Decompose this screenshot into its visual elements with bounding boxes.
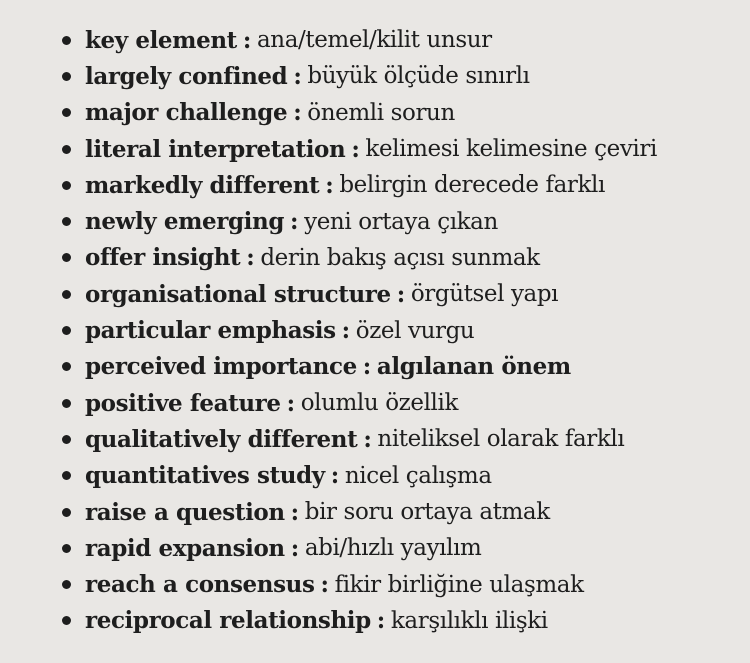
vocab-entry-6	[62, 203, 742, 239]
meaning: karşılıklı ilişki	[390, 607, 548, 634]
vocabulary-list	[62, 22, 742, 639]
bullet-icon	[62, 471, 71, 480]
term: rapid expansion	[85, 534, 285, 562]
bullet-icon	[62, 399, 71, 408]
separator: :	[293, 62, 302, 90]
bullet-icon	[62, 217, 71, 226]
term: quantitatives study	[85, 462, 325, 490]
term: reach a consensus	[85, 571, 315, 599]
vocab-entry-17	[62, 603, 742, 639]
separator: :	[362, 353, 371, 381]
bullet-icon	[62, 508, 71, 517]
bullet-icon	[62, 36, 71, 45]
term: qualitatively different	[85, 425, 358, 453]
vocab-entry-15	[62, 530, 742, 566]
vocab-entry-1	[62, 22, 742, 58]
meaning: nicel çalışma	[344, 462, 492, 489]
bullet-icon	[62, 544, 71, 553]
separator: :	[242, 26, 251, 54]
term: particular emphasis	[85, 317, 336, 345]
vocab-entry-8	[62, 276, 742, 312]
separator: :	[341, 317, 350, 345]
vocab-entry-2	[62, 58, 742, 94]
bullet-icon	[62, 616, 71, 625]
term: markedly different	[85, 171, 320, 199]
separator: :	[246, 244, 255, 272]
term: perceived importance	[85, 353, 357, 381]
term: positive feature	[85, 389, 281, 417]
separator: :	[330, 462, 339, 490]
bullet-icon	[62, 435, 71, 444]
bullet-icon	[62, 145, 71, 154]
vocab-entry-13	[62, 458, 742, 494]
term: newly emerging	[85, 208, 285, 236]
meaning: niteliksel olarak farklı	[377, 426, 625, 453]
term: literal interpretation	[85, 135, 346, 163]
separator: :	[396, 280, 405, 308]
term: largely confined	[85, 62, 288, 90]
bullet-icon	[62, 72, 71, 81]
vocab-entry-9	[62, 312, 742, 348]
vocab-entry-16	[62, 566, 742, 602]
separator: :	[320, 571, 329, 599]
meaning: büyük ölçüde sınırlı	[307, 63, 530, 90]
term: offer insight	[85, 244, 241, 272]
vocab-entry-4	[62, 131, 742, 167]
meaning: örgütsel yapı	[410, 281, 559, 308]
separator: :	[290, 534, 299, 562]
separator: :	[293, 99, 302, 127]
meaning: kelimesi kelimesine çeviri	[365, 136, 657, 163]
bullet-icon	[62, 253, 71, 262]
vocab-entry-12	[62, 421, 742, 457]
vocab-entry-3	[62, 95, 742, 131]
separator: :	[376, 607, 385, 635]
bullet-icon	[62, 580, 71, 589]
vocab-entry-5	[62, 167, 742, 203]
meaning: ana/temel/kilit unsur	[256, 27, 492, 54]
bullet-icon	[62, 181, 71, 190]
separator: :	[363, 425, 372, 453]
vocab-entry-10	[62, 349, 742, 385]
meaning: özel vurgu	[355, 317, 475, 344]
vocab-entry-11	[62, 385, 742, 421]
separator: :	[286, 389, 295, 417]
meaning: derin bakış açısı sunmak	[260, 244, 540, 271]
term: raise a question	[85, 498, 285, 526]
vocab-entry-7	[62, 240, 742, 276]
term: key element	[85, 26, 237, 54]
vocab-entry-14	[62, 494, 742, 530]
meaning: fikir birliğine ulaşmak	[334, 571, 584, 598]
meaning: olumlu özellik	[300, 390, 458, 417]
separator: :	[351, 135, 360, 163]
bullet-icon	[62, 326, 71, 335]
bullet-icon	[62, 108, 71, 117]
bullet-icon	[62, 290, 71, 299]
bullet-icon	[62, 362, 71, 371]
separator: :	[325, 171, 334, 199]
meaning: yeni ortaya çıkan	[304, 208, 498, 235]
separator: :	[290, 498, 299, 526]
term: reciprocal relationship	[85, 607, 371, 635]
meaning: abi/hızlı yayılım	[304, 535, 482, 562]
separator: :	[290, 208, 299, 236]
meaning: algılanan önem	[376, 353, 571, 381]
meaning: bir soru ortaya atmak	[304, 499, 550, 525]
meaning: belirgin derecede farklı	[339, 172, 605, 199]
term: organisational structure	[85, 280, 391, 308]
term: major challenge	[85, 99, 288, 127]
meaning: önemli sorun	[307, 99, 455, 126]
